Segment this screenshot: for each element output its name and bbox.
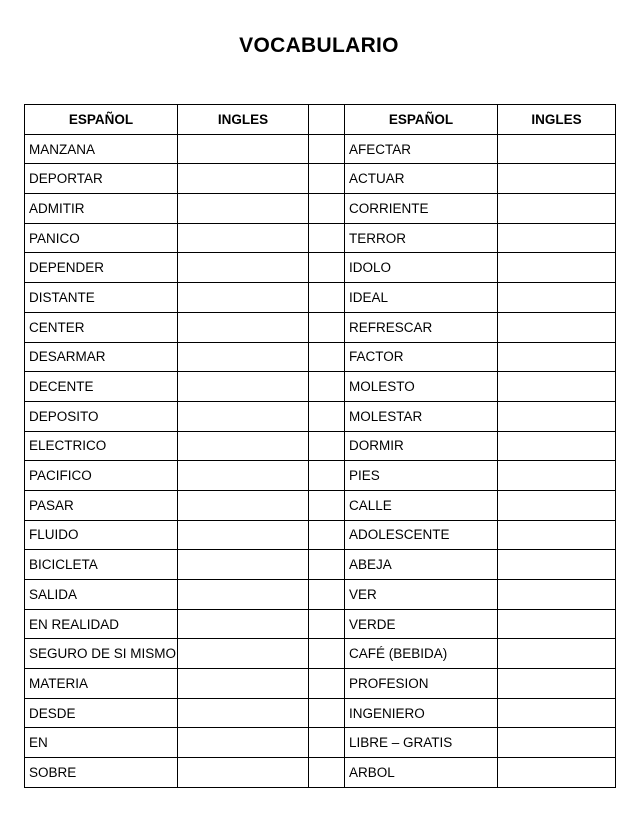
spacer-cell xyxy=(309,134,345,164)
spanish-word-right: ARBOL xyxy=(345,758,498,788)
english-answer-left[interactable] xyxy=(178,164,309,194)
spacer-cell xyxy=(309,431,345,461)
spanish-word-right: FACTOR xyxy=(345,342,498,372)
spanish-word-right: REFRESCAR xyxy=(345,312,498,342)
table-row xyxy=(25,698,616,728)
spanish-word-left: SEGURO DE SI MISMO xyxy=(25,639,178,669)
spacer-cell xyxy=(309,223,345,253)
spanish-word-left: DEPORTAR xyxy=(25,164,178,194)
table-row xyxy=(25,401,616,431)
spanish-word-right: ADOLESCENTE xyxy=(345,520,498,550)
spanish-word-left: CENTER xyxy=(25,312,178,342)
english-answer-left[interactable] xyxy=(178,194,309,224)
header-english-right: INGLES xyxy=(498,105,616,135)
spanish-word-right: AFECTAR xyxy=(345,134,498,164)
spacer-cell xyxy=(309,283,345,313)
english-answer-right[interactable] xyxy=(498,223,616,253)
english-answer-right[interactable] xyxy=(498,194,616,224)
english-answer-right[interactable] xyxy=(498,312,616,342)
english-answer-right[interactable] xyxy=(498,164,616,194)
english-answer-right[interactable] xyxy=(498,609,616,639)
spanish-word-right: PROFESION xyxy=(345,669,498,699)
table-row xyxy=(25,342,616,372)
english-answer-right[interactable] xyxy=(498,401,616,431)
spanish-word-left: DEPOSITO xyxy=(25,401,178,431)
spacer-cell xyxy=(309,372,345,402)
table-row xyxy=(25,164,616,194)
spanish-word-left: SOBRE xyxy=(25,758,178,788)
spanish-word-right: ABEJA xyxy=(345,550,498,580)
spanish-word-right: PIES xyxy=(345,461,498,491)
table-row xyxy=(25,312,616,342)
english-answer-left[interactable] xyxy=(178,312,309,342)
spanish-word-right: TERROR xyxy=(345,223,498,253)
spanish-word-left: EN xyxy=(25,728,178,758)
english-answer-right[interactable] xyxy=(498,490,616,520)
spanish-word-left: ADMITIR xyxy=(25,194,178,224)
spanish-word-right: MOLESTAR xyxy=(345,401,498,431)
spanish-word-right: CAFÉ (BEBIDA) xyxy=(345,639,498,669)
english-answer-left[interactable] xyxy=(178,639,309,669)
vocabulary-table xyxy=(24,104,616,788)
table-row xyxy=(25,669,616,699)
spanish-word-left: SALIDA xyxy=(25,580,178,610)
spanish-word-left: DISTANTE xyxy=(25,283,178,313)
english-answer-left[interactable] xyxy=(178,401,309,431)
page-title: VOCABULARIO xyxy=(239,34,399,57)
english-answer-left[interactable] xyxy=(178,728,309,758)
spanish-word-right: MOLESTO xyxy=(345,372,498,402)
english-answer-right[interactable] xyxy=(498,758,616,788)
english-answer-right[interactable] xyxy=(498,669,616,699)
table-row xyxy=(25,609,616,639)
english-answer-left[interactable] xyxy=(178,520,309,550)
spanish-word-right: DORMIR xyxy=(345,431,498,461)
english-answer-left[interactable] xyxy=(178,758,309,788)
english-answer-left[interactable] xyxy=(178,461,309,491)
spanish-word-right: VERDE xyxy=(345,609,498,639)
english-answer-left[interactable] xyxy=(178,609,309,639)
english-answer-right[interactable] xyxy=(498,342,616,372)
table-row xyxy=(25,461,616,491)
table-row xyxy=(25,253,616,283)
english-answer-left[interactable] xyxy=(178,372,309,402)
table-row xyxy=(25,639,616,669)
english-answer-right[interactable] xyxy=(498,580,616,610)
english-answer-left[interactable] xyxy=(178,431,309,461)
spanish-word-left: DESDE xyxy=(25,698,178,728)
spacer-cell xyxy=(309,520,345,550)
spanish-word-left: DESARMAR xyxy=(25,342,178,372)
table-row xyxy=(25,580,616,610)
header-spanish-right: ESPAÑOL xyxy=(345,105,498,135)
english-answer-left[interactable] xyxy=(178,134,309,164)
spacer-cell xyxy=(309,639,345,669)
english-answer-right[interactable] xyxy=(498,431,616,461)
spacer-cell xyxy=(309,580,345,610)
english-answer-right[interactable] xyxy=(498,134,616,164)
table-row xyxy=(25,431,616,461)
table-row xyxy=(25,550,616,580)
spacer-cell xyxy=(309,253,345,283)
table-row xyxy=(25,520,616,550)
spanish-word-right: CORRIENTE xyxy=(345,194,498,224)
spanish-word-left: MANZANA xyxy=(25,134,178,164)
table-row xyxy=(25,223,616,253)
english-answer-right[interactable] xyxy=(498,639,616,669)
spacer-cell xyxy=(309,609,345,639)
spacer-cell xyxy=(309,401,345,431)
spacer-cell xyxy=(309,342,345,372)
header-spanish-left: ESPAÑOL xyxy=(25,105,178,135)
spanish-word-left: PANICO xyxy=(25,223,178,253)
spanish-word-left: ELECTRICO xyxy=(25,431,178,461)
english-answer-right[interactable] xyxy=(498,253,616,283)
header-row xyxy=(25,105,616,135)
english-answer-right[interactable] xyxy=(498,520,616,550)
spanish-word-right: VER xyxy=(345,580,498,610)
english-answer-left[interactable] xyxy=(178,669,309,699)
spanish-word-left: PASAR xyxy=(25,490,178,520)
spacer-cell xyxy=(309,550,345,580)
spanish-word-right: INGENIERO xyxy=(345,698,498,728)
english-answer-right[interactable] xyxy=(498,372,616,402)
spanish-word-left: DECENTE xyxy=(25,372,178,402)
vocabulary-body xyxy=(25,134,616,787)
english-answer-left[interactable] xyxy=(178,223,309,253)
spanish-word-left: BICICLETA xyxy=(25,550,178,580)
spacer-cell xyxy=(309,164,345,194)
english-answer-left[interactable] xyxy=(178,283,309,313)
english-answer-right[interactable] xyxy=(498,550,616,580)
english-answer-left[interactable] xyxy=(178,698,309,728)
spacer-cell xyxy=(309,698,345,728)
spacer-cell xyxy=(309,312,345,342)
spanish-word-left: FLUIDO xyxy=(25,520,178,550)
english-answer-left[interactable] xyxy=(178,580,309,610)
spanish-word-left: MATERIA xyxy=(25,669,178,699)
table-row xyxy=(25,728,616,758)
spacer-cell xyxy=(309,461,345,491)
spanish-word-left: DEPENDER xyxy=(25,253,178,283)
header-english-left: INGLES xyxy=(178,105,309,135)
english-answer-right[interactable] xyxy=(498,698,616,728)
english-answer-left[interactable] xyxy=(178,253,309,283)
spanish-word-left: EN REALIDAD xyxy=(25,609,178,639)
spanish-word-right: CALLE xyxy=(345,490,498,520)
english-answer-right[interactable] xyxy=(498,461,616,491)
spacer-cell xyxy=(309,490,345,520)
table-row xyxy=(25,490,616,520)
spacer-cell xyxy=(309,194,345,224)
table-row xyxy=(25,194,616,224)
english-answer-right[interactable] xyxy=(498,283,616,313)
spanish-word-right: IDOLO xyxy=(345,253,498,283)
spacer-cell xyxy=(309,758,345,788)
spanish-word-right: ACTUAR xyxy=(345,164,498,194)
spacer-cell xyxy=(309,728,345,758)
header-spacer xyxy=(309,105,345,135)
table-row xyxy=(25,372,616,402)
spacer-cell xyxy=(309,669,345,699)
spanish-word-left: PACIFICO xyxy=(25,461,178,491)
english-answer-left[interactable] xyxy=(178,490,309,520)
spanish-word-right: IDEAL xyxy=(345,283,498,313)
english-answer-left[interactable] xyxy=(178,550,309,580)
english-answer-right[interactable] xyxy=(498,728,616,758)
spanish-word-right: LIBRE – GRATIS xyxy=(345,728,498,758)
table-row xyxy=(25,134,616,164)
table-row xyxy=(25,758,616,788)
english-answer-left[interactable] xyxy=(178,342,309,372)
table-row xyxy=(25,283,616,313)
